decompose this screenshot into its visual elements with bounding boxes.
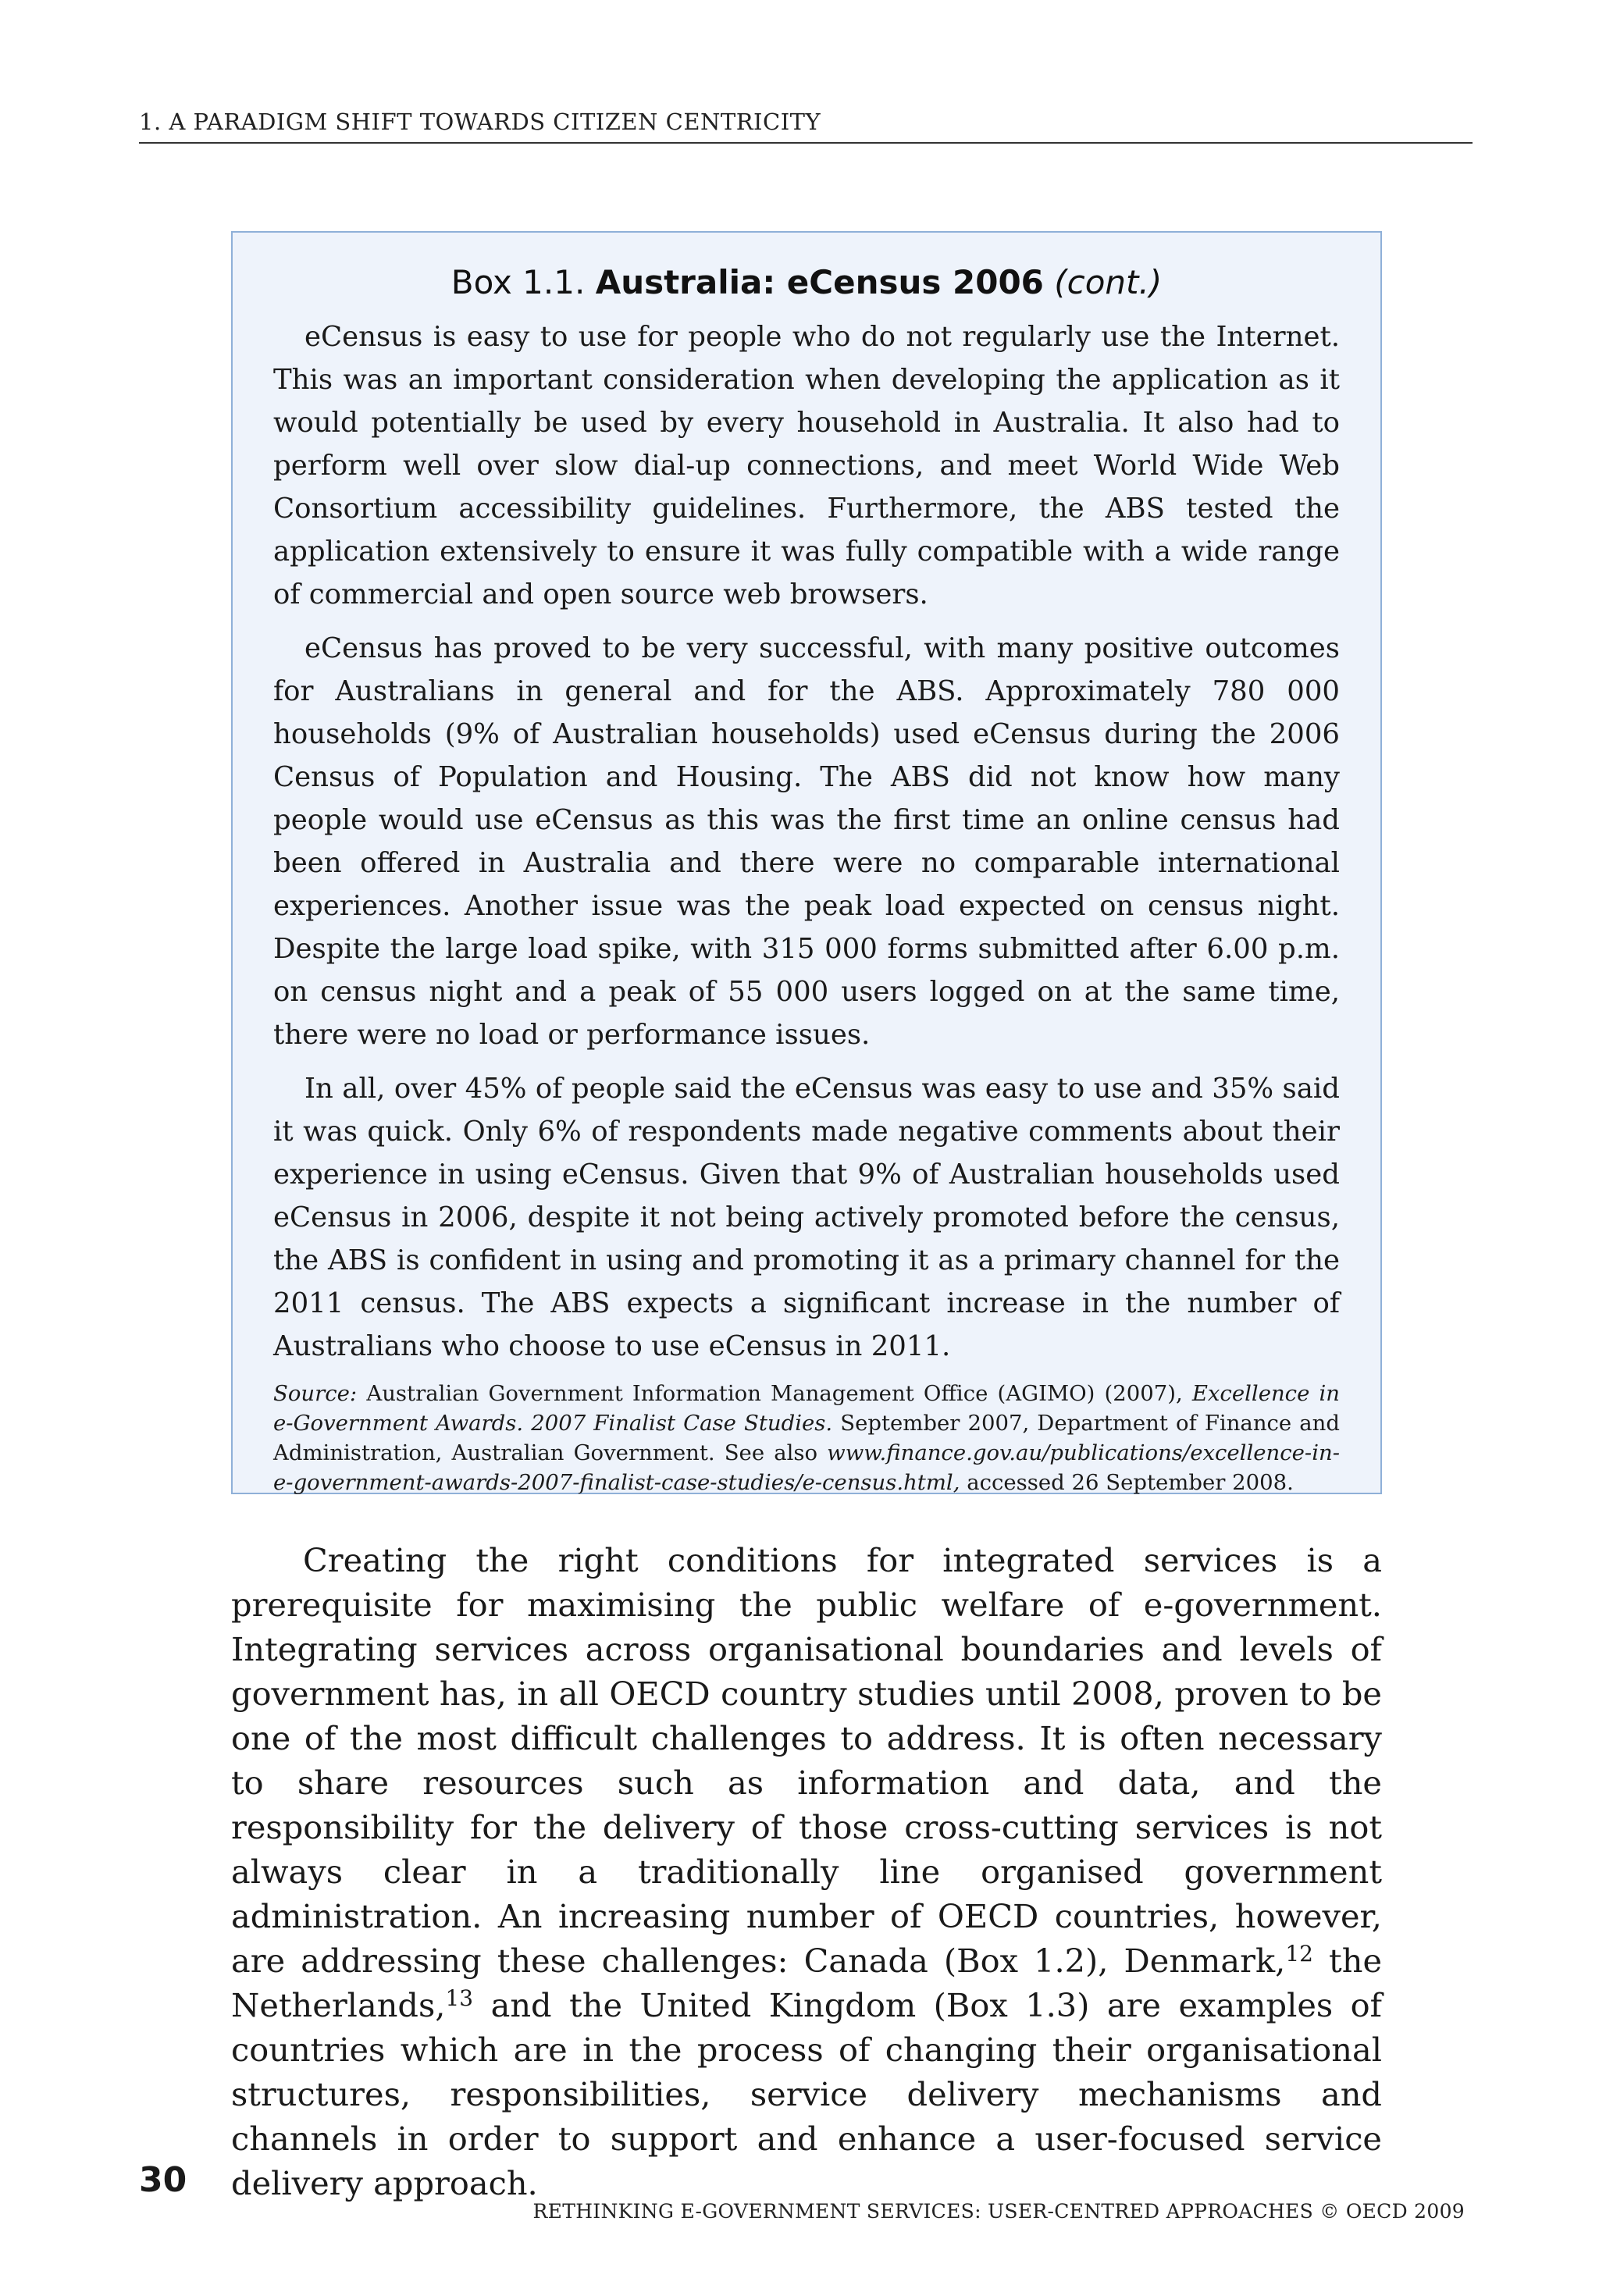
box-title (273, 261, 1340, 304)
footer-publication: RETHINKING E-GOVERNMENT SERVICES: USER-CENTRED APPROACHES © OECD 2009 (532, 2200, 1465, 2223)
footnote-ref-12[interactable]: 12 (1285, 1941, 1313, 1967)
body-text-c: and the United Kingdom (Box 1.3) are examples of countries which are in the process of changing their organisational structures, responsibilities, service delivery mechanisms and channels in order to support and enhance a user-focused service delivery approach. (231, 1986, 1382, 2202)
box-name: Australia: eCensus 2006 (595, 263, 1044, 301)
source-part-1: Australian Government Information Management Office (AGIMO) (2007), (357, 1381, 1192, 1406)
source-url[interactable]: www.finance.gov.au/publications/excellence-in-e-government-awards-2007-finalist-case-studies/e-census.html, (273, 1440, 1340, 1495)
body-text-b: the Netherlands, (231, 1942, 1383, 2024)
box-paragraph-2: eCensus has proved to be very successful, with many positive outcomes for Australians in general and for the ABS. Approximately 780 000 households (9% of Australian households) used eCensus during the 2006 Census of Population and Housing. The ABS did not know how many people would use eCensus as this was the first time an online census had been offered in Australia and there were no comparable international experiences. Another issue was the peak load expected on census night. Despite the large load spike, with 315 000 forms submitted after 6.00 p.m. on census night and a peak of 55 000 users logged on at the same time, there were no load or performance issues. (273, 632, 1340, 1051)
box-australia-ecensus (231, 231, 1382, 1494)
box-continued: (cont.) (1054, 263, 1163, 301)
body-text (231, 1538, 1382, 2205)
source-part-3: accessed 26 September 2008. (960, 1470, 1294, 1495)
box-paragraph-3: In all, over 45% of people said the eCensus was easy to use and 35% said it was quick. Only 6% of respondents made negative comments about their experience in using eCensus. Given that 9% of Australian households used eCensus in 2006, despite it not being actively promoted before the census, the ABS is confident in using and promoting it as a primary channel for the 2011 census. The ABS expects a significant increase in the number of Australians who choose to use eCensus in 2011. (273, 1073, 1340, 1362)
source-part-2: September 2007, Department of Finance and Administration, Australian Government. See also (273, 1411, 1341, 1465)
source-label: Source: (273, 1381, 358, 1406)
box-number: Box 1.1. (450, 263, 586, 301)
footnote-ref-13[interactable]: 13 (445, 1985, 474, 2011)
box-paragraph-1: eCensus is easy to use for people who do not regularly use the Internet. This was an important consideration when developing the application as it would potentially be used by every household in Australia. It also had to perform well over slow dial-up connections, and meet World Wide Web Consortium accessibility guidelines. Furthermore, the ABS tested the application extensively to ensure it was fully compatible with a wide range of commercial and open source web browsers. (273, 321, 1340, 610)
running-head: 1. A PARADIGM SHIFT TOWARDS CITIZEN CENTRICITY (139, 106, 1473, 144)
page-number: 30 (139, 2160, 187, 2200)
body-paragraph (231, 1538, 1382, 2205)
body-text-a: Creating the right conditions for integrated services is a prerequisite for maximising the public welfare of e-government. Integrating services across organisational boundaries and levels of government has, in all OECD country studies until 2008, proven to be one of the most difficult challenges to address. It is often necessary to share resources such as information and data, and the responsibility for the delivery of those cross-cutting services is not always clear in a traditionally line organised government administration. An increasing number of OECD countries, however, are addressing these challenges: Canada (Box 1.2), Denmark, (231, 1541, 1382, 1980)
source-title: Excellence in e-Government Awards. 2007 Finalist Case Studies. (273, 1381, 1340, 1436)
box-source (273, 1379, 1340, 1497)
